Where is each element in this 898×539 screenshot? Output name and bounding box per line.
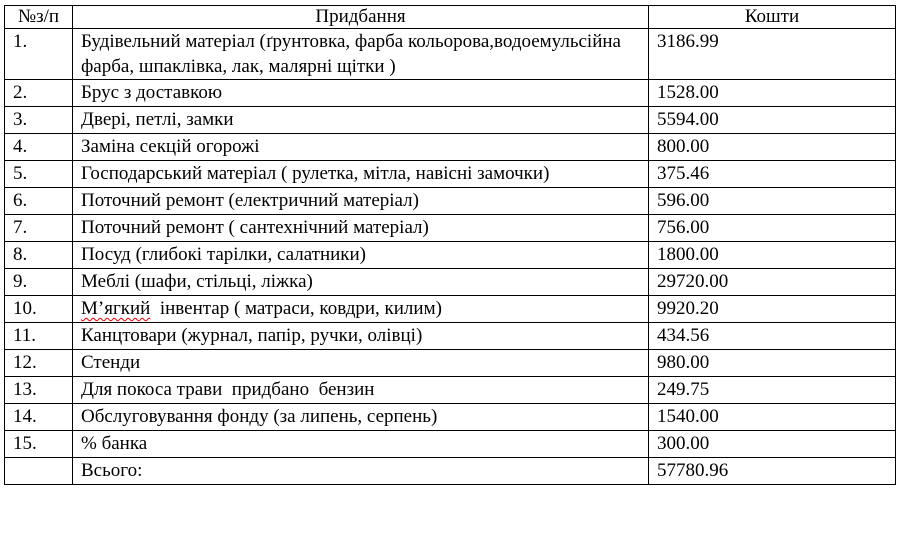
total-row <box>5 458 896 485</box>
row-desc: Поточний ремонт (електричний матеріал) <box>73 188 649 215</box>
purchases-table <box>4 5 896 485</box>
row-desc: Стенди <box>73 350 649 377</box>
table-row <box>5 269 896 296</box>
row-desc: Посуд (глибокі тарілки, салатники) <box>73 242 649 269</box>
table-row <box>5 323 896 350</box>
row-amount: 29720.00 <box>649 269 896 296</box>
header-num: №з/п <box>5 6 73 29</box>
table-row <box>5 107 896 134</box>
row-num: 6. <box>5 188 73 215</box>
row-num: 3. <box>5 107 73 134</box>
row-desc: Господарський матеріал ( рулетка, мітла, навісні замочки) <box>73 161 649 188</box>
total-amount: 57780.96 <box>649 458 896 485</box>
header-amount: Кошти <box>649 6 896 29</box>
header-item: Придбання <box>73 6 649 29</box>
table-row <box>5 29 896 80</box>
table-row <box>5 134 896 161</box>
row-desc-rest: інвентар ( матраси, ковдри, килим) <box>150 298 442 319</box>
table-row <box>5 404 896 431</box>
row-amount: 300.00 <box>649 431 896 458</box>
table-row <box>5 242 896 269</box>
table-row <box>5 377 896 404</box>
row-desc: Для покоса трави придбано бензин <box>73 377 649 404</box>
row-amount: 249.75 <box>649 377 896 404</box>
row-desc: Обслуговування фонду (за липень, серпень) <box>73 404 649 431</box>
total-label: Всього: <box>73 458 649 485</box>
row-amount: 980.00 <box>649 350 896 377</box>
row-num: 4. <box>5 134 73 161</box>
table-row <box>5 350 896 377</box>
table-row <box>5 215 896 242</box>
header-row <box>5 6 896 29</box>
row-num: 9. <box>5 269 73 296</box>
row-num: 2. <box>5 80 73 107</box>
row-num: 14. <box>5 404 73 431</box>
row-desc: Заміна секцій огорожі <box>73 134 649 161</box>
row-amount: 434.56 <box>649 323 896 350</box>
row-amount: 1540.00 <box>649 404 896 431</box>
row-amount: 9920.20 <box>649 296 896 323</box>
row-num: 7. <box>5 215 73 242</box>
row-amount: 1800.00 <box>649 242 896 269</box>
row-num: 8. <box>5 242 73 269</box>
row-num: 13. <box>5 377 73 404</box>
row-desc: Поточний ремонт ( сантехнічний матеріал) <box>73 215 649 242</box>
row-desc: Брус з доставкою <box>73 80 649 107</box>
row-num: 11. <box>5 323 73 350</box>
row-amount: 5594.00 <box>649 107 896 134</box>
row-amount: 1528.00 <box>649 80 896 107</box>
row-num: 15. <box>5 431 73 458</box>
table-row <box>5 296 896 323</box>
row-desc: Будівельний матеріал (ґрунтовка, фарба кольорова,водоемульсійна фарба, шпаклівка, лак, малярні щітки ) <box>73 29 649 80</box>
table-row <box>5 188 896 215</box>
total-num <box>5 458 73 485</box>
row-amount: 756.00 <box>649 215 896 242</box>
table-row <box>5 161 896 188</box>
row-num: 1. <box>5 29 73 80</box>
table-row <box>5 80 896 107</box>
row-num: 10. <box>5 296 73 323</box>
row-num: 12. <box>5 350 73 377</box>
table-row <box>5 431 896 458</box>
row-desc: Канцтовари (журнал, папір, ручки, олівці) <box>73 323 649 350</box>
row-desc: Двері, петлі, замки <box>73 107 649 134</box>
row-desc: Меблі (шафи, стільці, ліжка) <box>73 269 649 296</box>
row-desc: % банка <box>73 431 649 458</box>
row-num: 5. <box>5 161 73 188</box>
row-amount: 375.46 <box>649 161 896 188</box>
row-amount: 596.00 <box>649 188 896 215</box>
misspelled-word: М’ягкий <box>81 298 151 319</box>
row-desc <box>73 296 649 323</box>
row-amount: 800.00 <box>649 134 896 161</box>
row-amount: 3186.99 <box>649 29 896 80</box>
